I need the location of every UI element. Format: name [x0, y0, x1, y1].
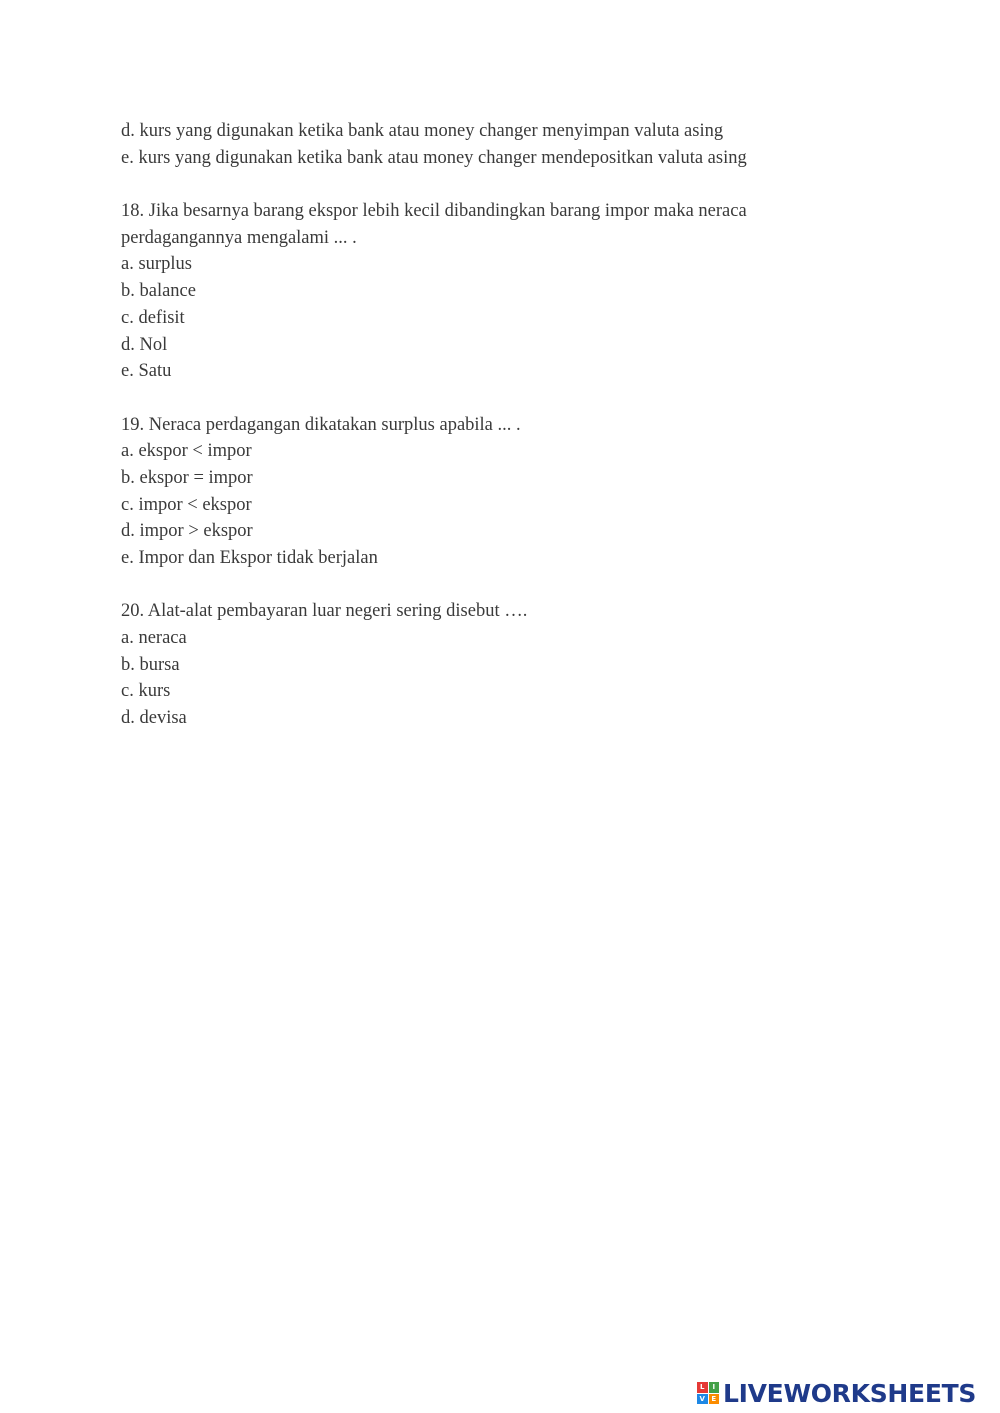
option-19-c[interactable]: c. impor < ekspor: [121, 494, 252, 515]
option-18-d[interactable]: d. Nol: [121, 334, 168, 355]
logo-mark-letter: I: [709, 1382, 720, 1393]
option-20-d[interactable]: d. devisa: [121, 708, 187, 729]
option-18-e[interactable]: e. Satu: [121, 361, 172, 382]
question-20: [121, 598, 881, 732]
worksheet-page: [121, 118, 881, 732]
question-20-stem: 20. Alat-alat pembayaran luar negeri sering disebut ….: [121, 601, 528, 622]
question-18-stem-line-2: perdagangannya mengalami ... .: [121, 227, 357, 248]
liveworksheets-logo: [697, 1378, 976, 1408]
option-19-b[interactable]: b. ekspor = impor: [121, 467, 253, 488]
option-18-a[interactable]: a. surplus: [121, 254, 192, 275]
option-20-c[interactable]: c. kurs: [121, 681, 171, 702]
option-19-d[interactable]: d. impor > ekspor: [121, 521, 253, 542]
option-17-e[interactable]: e. kurs yang digunakan ketika bank atau money changer mendepositkan valuta asing: [121, 147, 747, 168]
logo-mark-letter: E: [709, 1394, 720, 1405]
option-20-b[interactable]: b. bursa: [121, 654, 180, 675]
option-18-c[interactable]: c. defisit: [121, 307, 185, 328]
question-17-continued-options: [121, 118, 881, 171]
question-19: [121, 412, 881, 572]
liveworksheets-logo-text: LIVEWORKSHEETS: [723, 1378, 977, 1408]
logo-mark-letter: L: [697, 1382, 708, 1393]
logo-mark-letter: V: [697, 1394, 708, 1405]
option-19-e[interactable]: e. Impor dan Ekspor tidak berjalan: [121, 548, 378, 569]
question-19-stem: 19. Neraca perdagangan dikatakan surplus apabila ... .: [121, 414, 521, 435]
question-18: [121, 198, 881, 385]
question-18-stem-line-1: 18. Jika besarnya barang ekspor lebih kecil dibandingkan barang impor maka neraca: [121, 201, 747, 221]
option-19-a[interactable]: a. ekspor < impor: [121, 441, 252, 462]
liveworksheets-logo-icon: [697, 1382, 719, 1404]
option-20-a[interactable]: a. neraca: [121, 628, 187, 649]
option-17-d[interactable]: d. kurs yang digunakan ketika bank atau money changer menyimpan valuta asing: [121, 121, 724, 141]
option-18-b[interactable]: b. balance: [121, 281, 196, 302]
